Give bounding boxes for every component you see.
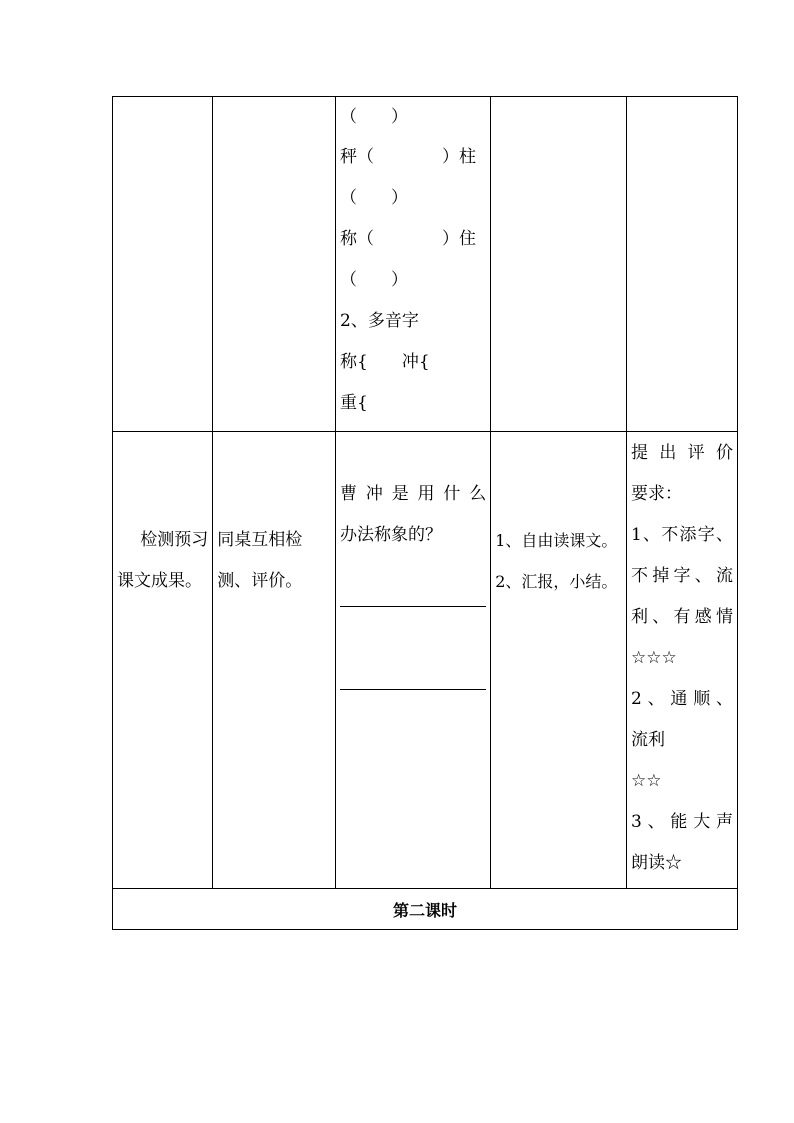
exercise-line: 2、多音字 — [340, 311, 419, 331]
goal-line: 检测预习 — [140, 530, 209, 550]
table-row — [113, 432, 738, 889]
cell-question — [336, 432, 491, 889]
exercise-line: （ ） — [340, 188, 409, 208]
cell-empty — [213, 97, 336, 432]
exercise-line: （ ） — [340, 107, 409, 127]
cell-steps — [491, 432, 627, 889]
evaluation-line: 提出评价 — [630, 443, 733, 463]
evaluation-line: 利、有感情 — [630, 607, 733, 627]
method-line: 同桌互相检 — [217, 530, 303, 550]
exercise-line: 秤（ ）柱 — [340, 147, 477, 167]
goal-line: 课文成果。 — [117, 571, 202, 591]
rating-stars: ☆☆ — [630, 771, 662, 791]
exercise-line: 称{ 冲{ — [340, 352, 430, 372]
answer-blank — [340, 689, 486, 690]
evaluation-line: 流利 — [630, 730, 665, 750]
table-row — [113, 889, 738, 930]
section-title: 第二课时 — [113, 889, 738, 930]
evaluation-line: 要求： — [630, 484, 682, 504]
lesson-plan-table — [112, 96, 738, 930]
exercise-line: 重{ — [340, 393, 368, 413]
cell-empty — [626, 97, 737, 432]
step-line: 2、汇报，小结。 — [495, 572, 618, 591]
table-row — [113, 97, 738, 432]
method-line: 测、评价。 — [217, 571, 303, 591]
rating-stars: ☆☆☆ — [630, 648, 677, 668]
cell-activity-goal — [113, 432, 213, 889]
evaluation-line: 2、通顺、 — [630, 689, 733, 709]
cell-exercise — [336, 97, 491, 432]
evaluation-line: 不掉字、流 — [630, 566, 733, 586]
cell-empty — [113, 97, 213, 432]
cell-activity-method — [213, 432, 336, 889]
question-line: 曹冲是用什么 — [340, 484, 487, 504]
question-line: 办法称象的？ — [340, 525, 443, 545]
step-line: 1、自由读课文。 — [495, 531, 618, 550]
exercise-line: （ ） — [340, 270, 409, 290]
evaluation-line: 朗读☆ — [630, 853, 682, 873]
cell-evaluation — [626, 432, 737, 889]
exercise-line: 称（ ）住 — [340, 229, 477, 249]
evaluation-line: 3、能大声 — [630, 812, 733, 832]
evaluation-line: 1、不添字、 — [630, 525, 733, 545]
cell-empty — [491, 97, 627, 432]
